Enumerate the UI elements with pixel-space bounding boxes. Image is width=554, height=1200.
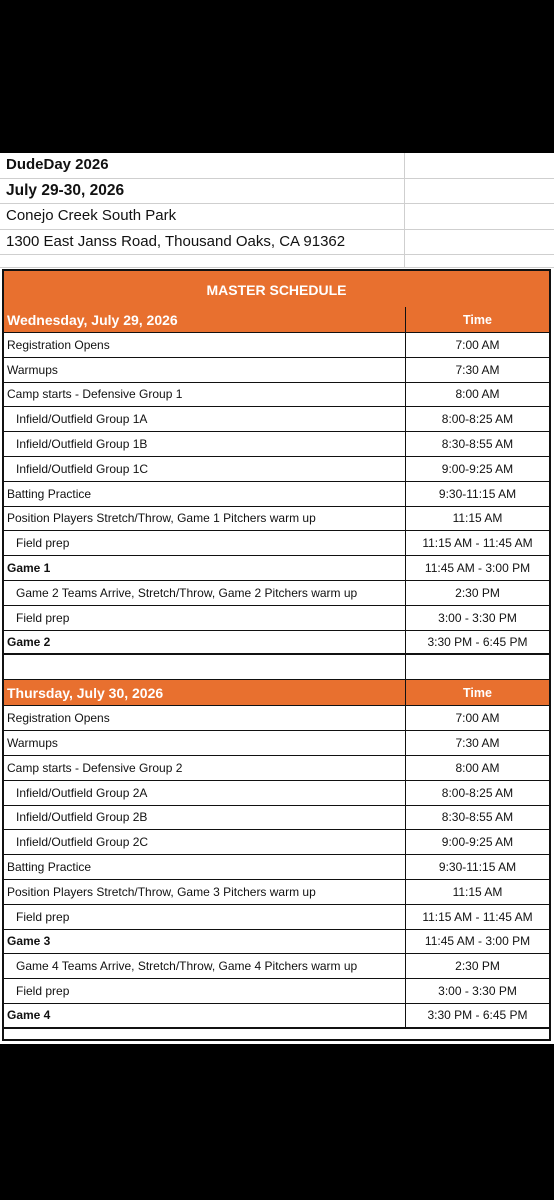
activity-cell: Batting Practice [4, 855, 406, 879]
activity-cell: Infield/Outfield Group 2A [4, 781, 406, 805]
time-cell: 11:15 AM [452, 884, 503, 899]
spacer-cell [4, 655, 406, 679]
time-cell: 9:30-11:15 AM [438, 486, 517, 501]
activity-cell: Game 3 [4, 930, 406, 954]
time-cell: 8:00 AM [455, 387, 500, 402]
schedule-row [4, 979, 549, 1004]
activity-cell: Field prep [4, 531, 406, 555]
schedule-row [4, 407, 549, 432]
time-cell: 2:30 PM [455, 585, 500, 600]
schedule-row [4, 531, 549, 556]
activity-cell: Infield/Outfield Group 1C [4, 457, 406, 481]
activity-cell: Infield/Outfield Group 2B [4, 806, 406, 830]
schedule-row [4, 358, 549, 383]
schedule-row [4, 383, 549, 408]
schedule-row [4, 482, 549, 507]
event-venue-row [0, 204, 554, 230]
time-cell: 9:00-9:25 AM [441, 461, 514, 476]
schedule-row [4, 855, 549, 880]
activity-cell: Batting Practice [4, 482, 406, 506]
time-cell: 7:00 AM [455, 711, 500, 726]
schedule-row [4, 432, 549, 457]
time-cell: 8:30-8:55 AM [441, 810, 514, 825]
schedule-row [4, 457, 549, 482]
schedule-row [4, 905, 549, 930]
activity-cell: Registration Opens [4, 333, 406, 357]
event-dates-row [0, 179, 554, 205]
activity-cell: Game 4 [4, 1004, 406, 1027]
time-cell: 3:30 PM - 6:45 PM [427, 1008, 528, 1023]
time-cell: 11:15 AM [452, 511, 503, 526]
event-address: 1300 East Janss Road, Thousand Oaks, CA 91362 [0, 230, 405, 255]
schedule-row [4, 930, 549, 955]
activity-cell: Warmups [4, 731, 406, 755]
event-dates: July 29-30, 2026 [0, 179, 405, 204]
schedule-row [4, 581, 549, 606]
activity-cell: Registration Opens [4, 706, 406, 730]
day-header-row [4, 680, 549, 706]
day-header-row [4, 307, 549, 333]
schedule-row [4, 606, 549, 631]
day-label: Thursday, July 30, 2026 [4, 680, 406, 705]
activity-cell: Game 4 Teams Arrive, Stretch/Throw, Game 4 Pitchers warm up [4, 954, 406, 978]
time-cell: 11:45 AM - 3:00 PM [424, 561, 531, 576]
day-label: Wednesday, July 29, 2026 [4, 307, 406, 332]
event-address-row [0, 230, 554, 256]
spreadsheet-sheet [0, 153, 554, 1044]
activity-cell: Game 2 [4, 631, 406, 654]
activity-cell: Game 1 [4, 556, 406, 580]
activity-cell: Infield/Outfield Group 2C [4, 830, 406, 854]
activity-cell: Warmups [4, 358, 406, 382]
activity-cell: Camp starts - Defensive Group 1 [4, 383, 406, 407]
time-cell: 8:00-8:25 AM [441, 785, 514, 800]
time-cell: 3:00 - 3:30 PM [438, 610, 517, 625]
time-cell: 8:30-8:55 AM [441, 437, 514, 452]
activity-cell: Infield/Outfield Group 1A [4, 407, 406, 431]
activity-cell: Camp starts - Defensive Group 2 [4, 756, 406, 780]
schedule-row [4, 880, 549, 905]
time-cell: 7:00 AM [455, 337, 500, 352]
time-cell: 3:30 PM - 6:45 PM [427, 634, 528, 649]
activity-cell: Field prep [4, 979, 406, 1003]
time-cell: 8:00-8:25 AM [441, 412, 514, 427]
spacer-row [4, 655, 549, 680]
event-info [0, 153, 554, 255]
master-schedule-banner: MASTER SCHEDULE [4, 271, 549, 308]
time-cell: 9:30-11:15 AM [438, 860, 517, 875]
time-cell: 11:45 AM - 3:00 PM [424, 934, 531, 949]
schedule-row [4, 806, 549, 831]
schedule-row [4, 706, 549, 731]
time-cell: 11:15 AM - 11:45 AM [422, 536, 533, 551]
activity-cell: Infield/Outfield Group 1B [4, 432, 406, 456]
activity-cell: Position Players Stretch/Throw, Game 1 Pitchers warm up [4, 507, 406, 531]
schedule-row [4, 1004, 549, 1029]
event-title-row [0, 153, 554, 179]
event-title: DudeDay 2026 [0, 153, 405, 178]
time-cell: 8:00 AM [455, 760, 500, 775]
schedule-row [4, 954, 549, 979]
schedule-row [4, 756, 549, 781]
activity-cell: Field prep [4, 606, 406, 630]
time-cell: 9:00-9:25 AM [441, 835, 514, 850]
schedule-row [4, 781, 549, 806]
schedule-row [4, 333, 549, 358]
activity-cell: Game 2 Teams Arrive, Stretch/Throw, Game 2 Pitchers warm up [4, 581, 406, 605]
time-column-header: Time [463, 312, 492, 327]
time-cell: 7:30 AM [455, 736, 500, 751]
spacer-row [0, 253, 554, 268]
event-venue: Conejo Creek South Park [0, 204, 405, 229]
schedule-row [4, 731, 549, 756]
schedule-row [4, 556, 549, 581]
schedule-row [4, 507, 549, 532]
schedule-row [4, 830, 549, 855]
activity-cell: Position Players Stretch/Throw, Game 3 Pitchers warm up [4, 880, 406, 904]
schedule-row [4, 631, 549, 656]
activity-cell: Field prep [4, 905, 406, 929]
master-schedule-table [2, 269, 551, 1041]
time-cell: 3:00 - 3:30 PM [438, 984, 517, 999]
time-cell: 2:30 PM [455, 959, 500, 974]
time-cell: 7:30 AM [455, 362, 500, 377]
time-column-header: Time [463, 685, 492, 700]
time-cell: 11:15 AM - 11:45 AM [422, 909, 533, 924]
